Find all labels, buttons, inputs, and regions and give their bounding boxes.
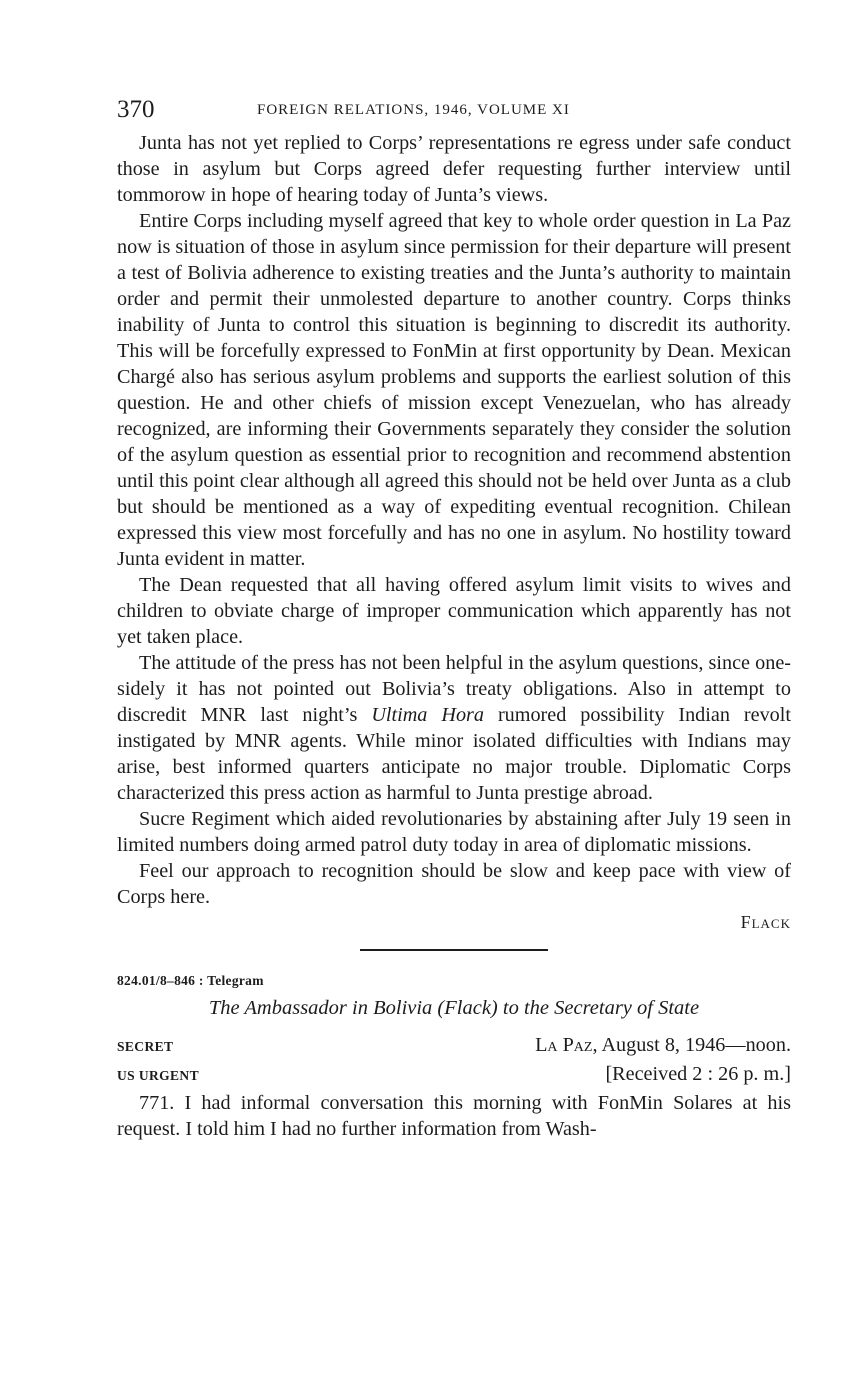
page-number: 370 — [117, 96, 155, 123]
paragraph: 771. I had informal conversation this morning with FonMin Solares at his request. I told him I had no further information from Wash- — [117, 1092, 791, 1140]
telegram-body — [117, 130, 791, 910]
running-head-title: FOREIGN RELATIONS, 1946, VOLUME XI — [257, 102, 570, 118]
paragraph: Feel our approach to recognition should be slow and keep pace with view of Corps here. — [117, 860, 791, 908]
classification: SECRET — [117, 1039, 174, 1054]
received-time: [Received 2 : 26 p. m.] — [605, 1063, 791, 1085]
running-head — [117, 96, 791, 130]
meta-row-classification — [117, 1034, 791, 1057]
document-page — [117, 96, 791, 1142]
dateline — [535, 1034, 791, 1057]
paragraph-text: rumored possibility Indian revolt instigated by MNR agents. While minor isolated difficulties with Indians may arise, best informed quarters anticipate no major trouble. Diplomatic Corps characterized this press action as harmful to Junta prestige abroad. — [117, 704, 791, 804]
date-time: , August 8, 1946—noon. — [592, 1034, 791, 1056]
document-heading: The Ambassador in Bolivia (Flack) to the Secretary of State — [208, 997, 700, 1019]
paragraph-press — [117, 650, 791, 806]
document-reference: 824.01/8–846 : Telegram — [117, 973, 264, 988]
paragraph: Junta has not yet replied to Corps’ representations re egress under safe conduct those in asylum but Corps agreed defer requesting further interview until tommorow in hope of hearing today of Junta’s views. — [117, 132, 791, 206]
paragraph-text: The attitude of the press has not been helpful in the asylum questions, since one-sidely it has not pointed out Bolivia’s treaty obligations. Also in attempt to discredit MNR last night’s — [117, 652, 791, 726]
newspaper-title: Ultima Hora — [371, 704, 484, 726]
priority: US URGENT — [117, 1068, 199, 1083]
second-telegram-body — [117, 1090, 791, 1142]
paragraph: Sucre Regiment which aided revolutionaries by abstaining after July 19 seen in limited numbers doing armed patrol duty today in area of diplomatic missions. — [117, 808, 791, 856]
paragraph: Entire Corps including myself agreed that key to whole order question in La Paz now is situation of those in asylum since permission for their departure will present a test of Bolivia adherence to existing treaties and the Junta’s authority to maintain order and permit their unmolested departure to another country. Corps thinks inability of Junta to control this situation is beginning to discredit its authority. This will be forcefully expressed to FonMin at first opportunity by Dean. Mexican Chargé also has serious asylum problems and supports the earliest solution of this question. He and other chiefs of mission except Venezuelan, who has already recognized, are informing their Governments separately they consider the solution of the asylum question as essential prior to recognition and recommend abstention until this point clear although all agreed this should not be held over Junta as a club but should be mentioned as a way of expediting eventual recognition. Chilean expressed this view most forcefully and has no one in asylum. No hostility toward Junta evident in matter. — [117, 210, 791, 570]
section-divider — [360, 949, 548, 951]
place: La Paz — [535, 1034, 593, 1056]
signature: Flack — [740, 912, 791, 932]
paragraph: The Dean requested that all having offered asylum limit visits to wives and children to obviate charge of improper communication which apparently has not yet taken place. — [117, 574, 791, 648]
meta-row-priority — [117, 1063, 791, 1086]
